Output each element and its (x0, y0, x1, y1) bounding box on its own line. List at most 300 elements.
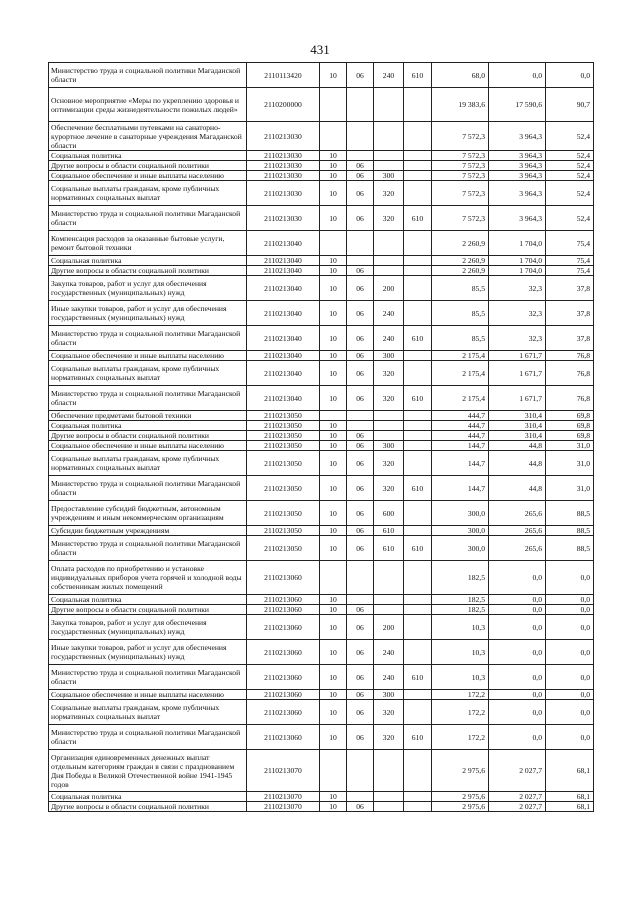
row-name: Социальное обеспечение и иные выплаты населению (49, 171, 247, 181)
row-value-1: 172,2 (432, 700, 489, 725)
row-ministry-code (404, 361, 432, 386)
row-subsection: 06 (347, 700, 374, 725)
row-code: 2110213040 (247, 301, 320, 326)
row-value-2: 2 027,7 (489, 750, 546, 792)
row-percent: 52,4 (546, 151, 594, 161)
budget-table-body (49, 63, 594, 812)
table-row (49, 640, 594, 665)
row-name: Министерство труда и социальной политики Магаданской области (49, 63, 247, 88)
row-value-2: 3 964,3 (489, 206, 546, 231)
row-name: Обеспечение бесплатными путевками на санаторно-курортное лечение в санаторные учреждения Магаданской области (49, 122, 247, 151)
row-name: Другие вопросы в области социальной политики (49, 161, 247, 171)
row-value-1: 300,0 (432, 536, 489, 561)
row-subsection: 06 (347, 326, 374, 351)
row-ministry-code (404, 501, 432, 526)
row-value-2: 32,3 (489, 301, 546, 326)
row-percent: 0,0 (546, 690, 594, 700)
row-value-1: 7 572,3 (432, 181, 489, 206)
row-ministry-code (404, 451, 432, 476)
row-percent: 31,0 (546, 451, 594, 476)
row-percent: 0,0 (546, 561, 594, 595)
row-value-1: 172,2 (432, 690, 489, 700)
table-row (49, 63, 594, 88)
row-name: Социальная политика (49, 256, 247, 266)
row-value-1: 2 975,6 (432, 802, 489, 812)
table-row (49, 700, 594, 725)
row-expense-type (374, 266, 404, 276)
row-code: 2110213060 (247, 640, 320, 665)
row-expense-type: 320 (374, 386, 404, 411)
row-section: 10 (320, 725, 347, 750)
row-subsection: 06 (347, 640, 374, 665)
row-value-1: 144,7 (432, 451, 489, 476)
table-row (49, 276, 594, 301)
row-code: 2110213030 (247, 181, 320, 206)
table-row (49, 561, 594, 595)
row-name: Оплата расходов по приобретению и установке индивидуальных приборов учета горячей и холодной воды собственникам жилых помещений (49, 561, 247, 595)
row-expense-type (374, 802, 404, 812)
row-subsection: 06 (347, 725, 374, 750)
row-value-2: 1 704,0 (489, 266, 546, 276)
row-section: 10 (320, 536, 347, 561)
row-expense-type: 240 (374, 63, 404, 88)
row-value-1: 444,7 (432, 421, 489, 431)
row-ministry-code (404, 526, 432, 536)
row-subsection: 06 (347, 451, 374, 476)
table-row (49, 386, 594, 411)
row-name: Предоставление субсидий бюджетным, автономным учреждениям и иным некоммерческим организациям (49, 501, 247, 526)
row-code: 2110213070 (247, 802, 320, 812)
row-percent: 88,5 (546, 526, 594, 536)
table-row (49, 151, 594, 161)
row-percent: 75,4 (546, 231, 594, 256)
row-name: Обеспечение предметами бытовой техники (49, 411, 247, 421)
row-code: 2110213060 (247, 700, 320, 725)
row-subsection (347, 561, 374, 595)
row-value-1: 2 975,6 (432, 792, 489, 802)
row-subsection: 06 (347, 476, 374, 501)
row-section (320, 561, 347, 595)
row-name: Социальные выплаты гражданам, кроме публичных нормативных социальных выплат (49, 451, 247, 476)
table-row (49, 122, 594, 151)
row-value-2: 44,8 (489, 451, 546, 476)
row-value-2: 0,0 (489, 690, 546, 700)
row-value-1: 2 175,4 (432, 361, 489, 386)
row-subsection: 06 (347, 266, 374, 276)
row-value-1: 10,3 (432, 665, 489, 690)
table-row (49, 501, 594, 526)
row-code: 2110213060 (247, 615, 320, 640)
row-name: Социальная политика (49, 595, 247, 605)
row-code: 2110213050 (247, 536, 320, 561)
row-value-1: 2 260,9 (432, 256, 489, 266)
row-code: 2110200000 (247, 88, 320, 122)
row-ministry-code (404, 431, 432, 441)
row-value-1: 85,5 (432, 326, 489, 351)
row-section: 10 (320, 476, 347, 501)
row-value-2: 265,6 (489, 526, 546, 536)
row-percent: 88,5 (546, 536, 594, 561)
row-subsection (347, 792, 374, 802)
row-expense-type (374, 256, 404, 266)
table-row (49, 431, 594, 441)
row-value-2: 44,8 (489, 441, 546, 451)
row-value-1: 2 175,4 (432, 386, 489, 411)
row-percent: 0,0 (546, 63, 594, 88)
row-name: Социальное обеспечение и иные выплаты населению (49, 441, 247, 451)
row-ministry-code: 610 (404, 386, 432, 411)
row-name: Социальное обеспечение и иные выплаты населению (49, 351, 247, 361)
row-percent: 68,1 (546, 792, 594, 802)
row-ministry-code (404, 700, 432, 725)
row-expense-type (374, 431, 404, 441)
row-name: Закупка товаров, работ и услуг для обеспечения государственных (муниципальных) нужд (49, 615, 247, 640)
row-percent: 0,0 (546, 665, 594, 690)
row-value-2: 0,0 (489, 700, 546, 725)
row-expense-type: 240 (374, 326, 404, 351)
row-section: 10 (320, 326, 347, 351)
row-code: 2110213030 (247, 161, 320, 171)
row-expense-type (374, 231, 404, 256)
row-percent: 75,4 (546, 256, 594, 266)
row-expense-type (374, 561, 404, 595)
row-subsection: 06 (347, 615, 374, 640)
row-code: 2110213040 (247, 256, 320, 266)
row-value-2: 17 590,6 (489, 88, 546, 122)
row-name: Министерство труда и социальной политики Магаданской области (49, 206, 247, 231)
row-expense-type: 320 (374, 476, 404, 501)
row-ministry-code (404, 690, 432, 700)
row-value-1: 10,3 (432, 615, 489, 640)
row-ministry-code: 610 (404, 665, 432, 690)
row-code: 2110213040 (247, 351, 320, 361)
row-code: 2110213050 (247, 526, 320, 536)
row-value-2: 3 964,3 (489, 181, 546, 206)
row-subsection: 06 (347, 181, 374, 206)
row-subsection: 06 (347, 171, 374, 181)
row-ministry-code (404, 181, 432, 206)
row-ministry-code (404, 640, 432, 665)
row-name: Иные закупки товаров, работ и услуг для обеспечения государственных (муниципальных) нужд (49, 301, 247, 326)
row-expense-type (374, 161, 404, 171)
row-subsection (347, 421, 374, 431)
row-code: 2110213070 (247, 750, 320, 792)
row-expense-type: 200 (374, 615, 404, 640)
table-row (49, 526, 594, 536)
row-subsection (347, 750, 374, 792)
row-ministry-code (404, 122, 432, 151)
row-expense-type: 320 (374, 725, 404, 750)
row-name: Социальные выплаты гражданам, кроме публичных нормативных социальных выплат (49, 700, 247, 725)
row-code: 2110213060 (247, 561, 320, 595)
row-code: 2110213030 (247, 122, 320, 151)
row-section (320, 411, 347, 421)
row-subsection: 06 (347, 351, 374, 361)
row-subsection (347, 256, 374, 266)
row-section: 10 (320, 301, 347, 326)
row-value-2: 3 964,3 (489, 122, 546, 151)
row-expense-type (374, 122, 404, 151)
row-subsection: 06 (347, 605, 374, 615)
row-expense-type: 240 (374, 640, 404, 665)
row-subsection: 06 (347, 206, 374, 231)
row-value-2: 32,3 (489, 276, 546, 301)
table-row (49, 476, 594, 501)
row-value-2: 32,3 (489, 326, 546, 351)
row-value-2: 0,0 (489, 63, 546, 88)
row-section: 10 (320, 386, 347, 411)
row-percent: 37,8 (546, 326, 594, 351)
row-value-2: 2 027,7 (489, 792, 546, 802)
row-name: Министерство труда и социальной политики Магаданской области (49, 536, 247, 561)
row-value-2: 310,4 (489, 431, 546, 441)
row-value-1: 144,7 (432, 476, 489, 501)
row-percent: 68,1 (546, 750, 594, 792)
row-ministry-code (404, 792, 432, 802)
row-ministry-code: 610 (404, 206, 432, 231)
row-percent: 52,4 (546, 161, 594, 171)
row-section: 10 (320, 690, 347, 700)
row-ministry-code (404, 231, 432, 256)
budget-table (48, 62, 594, 812)
row-expense-type: 240 (374, 665, 404, 690)
row-name: Социальные выплаты гражданам, кроме публичных нормативных социальных выплат (49, 181, 247, 206)
row-expense-type: 600 (374, 501, 404, 526)
row-percent: 0,0 (546, 640, 594, 665)
row-subsection (347, 411, 374, 421)
row-expense-type (374, 411, 404, 421)
row-code: 2110113420 (247, 63, 320, 88)
row-code: 2110213030 (247, 206, 320, 231)
table-row (49, 802, 594, 812)
row-value-1: 2 260,9 (432, 231, 489, 256)
row-code: 2110213050 (247, 501, 320, 526)
page-number: 431 (310, 42, 330, 57)
row-percent: 76,8 (546, 351, 594, 361)
row-section: 10 (320, 700, 347, 725)
row-value-1: 2 260,9 (432, 266, 489, 276)
row-value-1: 7 572,3 (432, 161, 489, 171)
row-code: 2110213040 (247, 276, 320, 301)
row-value-1: 10,3 (432, 640, 489, 665)
row-code: 2110213040 (247, 361, 320, 386)
row-value-2: 1 704,0 (489, 256, 546, 266)
table-row (49, 750, 594, 792)
row-expense-type: 320 (374, 181, 404, 206)
row-value-2: 2 027,7 (489, 802, 546, 812)
row-section: 10 (320, 351, 347, 361)
row-percent: 37,8 (546, 276, 594, 301)
row-section: 10 (320, 276, 347, 301)
row-value-1: 7 572,3 (432, 171, 489, 181)
row-subsection (347, 151, 374, 161)
row-percent: 52,4 (546, 171, 594, 181)
row-percent: 31,0 (546, 476, 594, 501)
row-percent: 52,4 (546, 181, 594, 206)
row-section: 10 (320, 256, 347, 266)
row-value-2: 0,0 (489, 725, 546, 750)
row-subsection: 06 (347, 276, 374, 301)
table-row (49, 301, 594, 326)
row-percent: 68,1 (546, 802, 594, 812)
row-value-2: 310,4 (489, 421, 546, 431)
row-ministry-code (404, 441, 432, 451)
row-section: 10 (320, 206, 347, 231)
row-expense-type (374, 750, 404, 792)
row-value-2: 265,6 (489, 536, 546, 561)
row-ministry-code (404, 595, 432, 605)
row-expense-type (374, 595, 404, 605)
row-ministry-code (404, 421, 432, 431)
row-percent: 52,4 (546, 122, 594, 151)
row-value-1: 68,0 (432, 63, 489, 88)
row-percent: 37,8 (546, 301, 594, 326)
row-code: 2110213060 (247, 605, 320, 615)
table-row (49, 665, 594, 690)
row-code: 2110213030 (247, 151, 320, 161)
row-percent: 76,8 (546, 386, 594, 411)
row-expense-type: 320 (374, 451, 404, 476)
row-section: 10 (320, 361, 347, 386)
row-value-1: 182,5 (432, 595, 489, 605)
row-ministry-code (404, 351, 432, 361)
row-name: Другие вопросы в области социальной политики (49, 266, 247, 276)
table-row (49, 411, 594, 421)
row-expense-type (374, 421, 404, 431)
row-name: Социальные выплаты гражданам, кроме публичных нормативных социальных выплат (49, 361, 247, 386)
table-row (49, 171, 594, 181)
table-row (49, 181, 594, 206)
row-section: 10 (320, 151, 347, 161)
row-value-1: 85,5 (432, 276, 489, 301)
row-section: 10 (320, 595, 347, 605)
row-name: Другие вопросы в области социальной политики (49, 605, 247, 615)
row-subsection (347, 122, 374, 151)
row-subsection: 06 (347, 63, 374, 88)
row-ministry-code (404, 266, 432, 276)
row-percent: 0,0 (546, 725, 594, 750)
row-code: 2110213040 (247, 326, 320, 351)
row-subsection: 06 (347, 161, 374, 171)
row-section (320, 88, 347, 122)
row-value-2: 0,0 (489, 595, 546, 605)
row-percent: 75,4 (546, 266, 594, 276)
row-value-1: 144,7 (432, 441, 489, 451)
row-expense-type: 610 (374, 526, 404, 536)
row-subsection: 06 (347, 361, 374, 386)
row-ministry-code (404, 605, 432, 615)
row-section: 10 (320, 802, 347, 812)
table-row (49, 451, 594, 476)
row-name: Министерство труда и социальной политики Магаданской области (49, 386, 247, 411)
row-value-1: 7 572,3 (432, 206, 489, 231)
row-percent: 69,8 (546, 421, 594, 431)
row-value-2: 0,0 (489, 605, 546, 615)
row-expense-type (374, 88, 404, 122)
table-row (49, 421, 594, 431)
row-name: Министерство труда и социальной политики Магаданской области (49, 665, 247, 690)
row-value-2: 3 964,3 (489, 171, 546, 181)
row-name: Социальное обеспечение и иные выплаты населению (49, 690, 247, 700)
row-expense-type: 300 (374, 171, 404, 181)
row-value-2: 1 671,7 (489, 361, 546, 386)
row-percent: 31,0 (546, 441, 594, 451)
row-section: 10 (320, 615, 347, 640)
row-name: Закупка товаров, работ и услуг для обеспечения государственных (муниципальных) нужд (49, 276, 247, 301)
row-name: Другие вопросы в области социальной политики (49, 802, 247, 812)
row-expense-type (374, 792, 404, 802)
table-row (49, 536, 594, 561)
row-ministry-code (404, 615, 432, 640)
row-percent: 88,5 (546, 501, 594, 526)
table-row (49, 595, 594, 605)
row-percent: 0,0 (546, 615, 594, 640)
row-value-1: 2 975,6 (432, 750, 489, 792)
row-expense-type: 320 (374, 361, 404, 386)
row-subsection (347, 595, 374, 605)
row-percent: 69,8 (546, 411, 594, 421)
row-section: 10 (320, 640, 347, 665)
row-percent: 76,8 (546, 361, 594, 386)
row-code: 2110213050 (247, 411, 320, 421)
row-subsection (347, 88, 374, 122)
row-value-1: 172,2 (432, 725, 489, 750)
row-name: Министерство труда и социальной политики Магаданской области (49, 725, 247, 750)
row-name: Иные закупки товаров, работ и услуг для обеспечения государственных (муниципальных) нужд (49, 640, 247, 665)
row-subsection: 06 (347, 690, 374, 700)
row-section: 10 (320, 431, 347, 441)
row-value-2: 44,8 (489, 476, 546, 501)
row-name: Социальная политика (49, 151, 247, 161)
row-section: 10 (320, 665, 347, 690)
table-row (49, 206, 594, 231)
row-value-1: 2 175,4 (432, 351, 489, 361)
row-value-2: 3 964,3 (489, 151, 546, 161)
row-code: 2110213050 (247, 421, 320, 431)
row-value-1: 182,5 (432, 561, 489, 595)
row-percent: 52,4 (546, 206, 594, 231)
table-row (49, 266, 594, 276)
row-value-2: 1 671,7 (489, 386, 546, 411)
row-value-1: 444,7 (432, 431, 489, 441)
row-ministry-code (404, 161, 432, 171)
row-subsection: 06 (347, 431, 374, 441)
row-code: 2110213060 (247, 595, 320, 605)
row-expense-type: 200 (374, 276, 404, 301)
row-section: 10 (320, 526, 347, 536)
row-value-2: 310,4 (489, 411, 546, 421)
row-value-2: 0,0 (489, 640, 546, 665)
table-row (49, 351, 594, 361)
row-value-1: 444,7 (432, 411, 489, 421)
row-subsection: 06 (347, 386, 374, 411)
row-ministry-code (404, 151, 432, 161)
row-subsection: 06 (347, 665, 374, 690)
row-section (320, 231, 347, 256)
row-section (320, 750, 347, 792)
row-code: 2110213050 (247, 441, 320, 451)
row-section: 10 (320, 161, 347, 171)
row-section: 10 (320, 421, 347, 431)
row-section: 10 (320, 63, 347, 88)
row-expense-type: 300 (374, 690, 404, 700)
row-section: 10 (320, 605, 347, 615)
row-value-1: 19 383,6 (432, 88, 489, 122)
row-subsection: 06 (347, 536, 374, 561)
row-ministry-code: 610 (404, 536, 432, 561)
row-value-1: 300,0 (432, 501, 489, 526)
row-value-2: 1 671,7 (489, 351, 546, 361)
